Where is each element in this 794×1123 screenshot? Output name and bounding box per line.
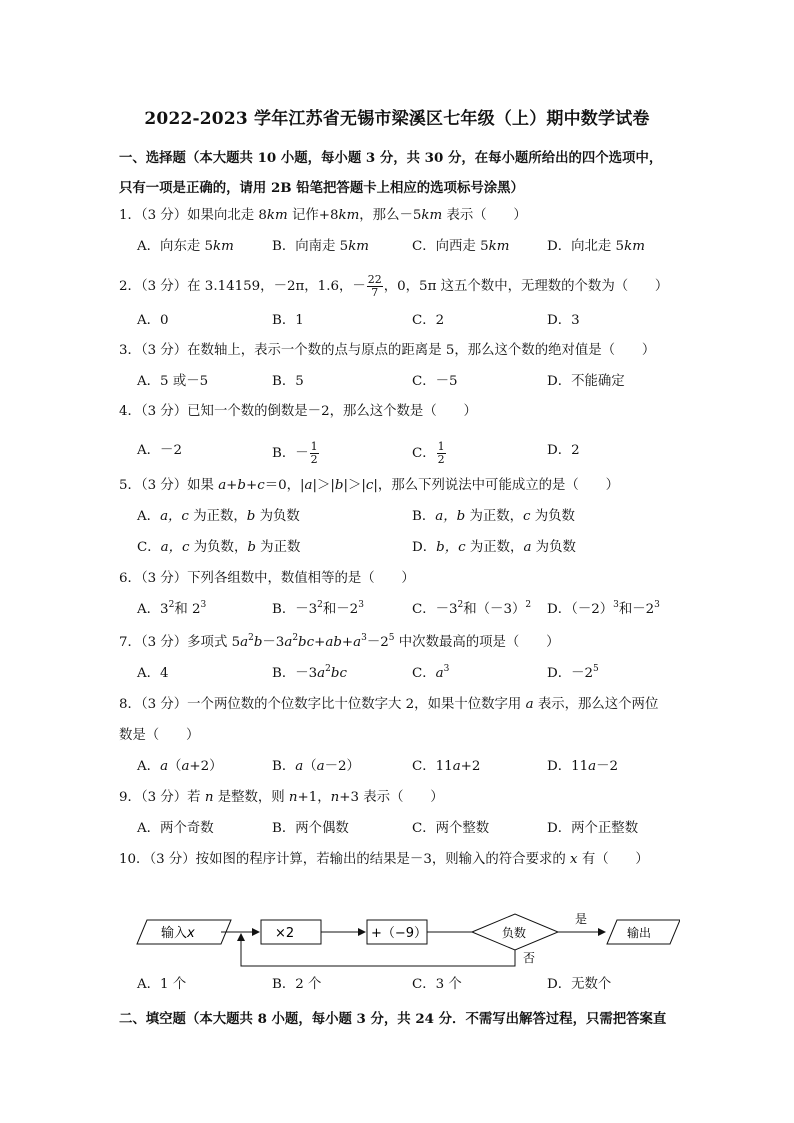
question-8-stem-line1: 8．（3 分）一个两位数的个位数字比十位数字大 2，如果十位数字用 a 表示，那么这个两位 xyxy=(119,697,659,712)
option-c[interactable]: C．－5 xyxy=(412,374,458,389)
option-b[interactable]: B．2 个 xyxy=(272,977,322,992)
option-d[interactable]: D．11a－2 xyxy=(547,759,619,774)
option-d[interactable]: D．b，c 为正数，a 为负数 xyxy=(412,540,576,555)
option-a[interactable]: A．5 或－5 xyxy=(137,374,209,389)
page-title: 2022-2023 学年江苏省无锡市梁溪区七年级（上）期中数学试卷 xyxy=(144,109,650,129)
add-label: +（−9） xyxy=(371,926,428,941)
option-b[interactable]: B．1 xyxy=(272,313,304,328)
option-a[interactable]: A．两个奇数 xyxy=(137,821,214,836)
option-a[interactable]: A．a，c 为正数，b 为负数 xyxy=(137,509,300,524)
option-a[interactable]: A．a（a+2） xyxy=(137,759,223,774)
option-c[interactable]: C．11a+2 xyxy=(412,759,481,774)
option-c[interactable]: C．$a^3$ xyxy=(412,664,450,681)
option-b[interactable]: B．5 xyxy=(272,374,304,389)
option-d[interactable]: D．3 xyxy=(547,313,580,328)
section1-heading-line2: 只有一项是正确的，请用 2B 铅笔把答题卡上相应的选项标号涂黑） xyxy=(119,180,524,196)
option-d[interactable]: D．两个正整数 xyxy=(547,821,639,836)
option-c[interactable]: C．两个整数 xyxy=(412,821,490,836)
option-c[interactable]: C．a，c 为负数，b 为正数 xyxy=(137,540,301,555)
question-7-stem: 7．（3 分）多项式 $5a^2b-3a^2bc+ab+a^3-2^5$ 中次数最高的项是（ ） xyxy=(119,633,560,650)
option-b[interactable]: B．两个偶数 xyxy=(272,821,349,836)
option-a[interactable]: A．向东走 5km xyxy=(137,239,234,254)
option-b[interactable]: B．a，b 为正数，c 为负数 xyxy=(412,509,575,524)
section1-heading-line1: 一、选择题（本大题共 10 小题，每小题 3 分，共 30 分，在每小题所给出的四个选项中， xyxy=(119,150,663,166)
program-flowchart xyxy=(135,908,680,972)
question-8-stem-line2: 数是（ ） xyxy=(119,728,200,743)
option-d[interactable]: D．向北走 5km xyxy=(547,239,645,254)
output-label: 输出 xyxy=(627,926,652,940)
question-4-stem: 4．（3 分）已知一个数的倒数是－2，那么这个数是（ ） xyxy=(119,404,477,419)
no-label: 否 xyxy=(523,951,536,965)
question-10-stem: 10．（3 分）按如图的程序计算，若输出的结果是－3，则输入的符合要求的 x 有（ ） xyxy=(119,852,649,867)
yes-label: 是 xyxy=(575,912,588,926)
question-2-stem: 2．（3 分）在 3.14159，－2π，1.6，－ $\frac{22}{7}$ ，0，5π 这五个数中，无理数的个数为（ ） xyxy=(119,273,669,299)
option-a[interactable]: A．4 xyxy=(137,666,169,681)
option-a[interactable]: A．－2 xyxy=(137,443,182,458)
option-a[interactable]: A．$3^2$和 $2^3$ xyxy=(137,600,207,617)
option-c[interactable]: C．2 xyxy=(412,313,445,328)
option-c[interactable]: C．$-3^2$和$(-3)^2$ xyxy=(412,600,532,617)
decision-label: 负数 xyxy=(502,926,527,940)
question-5-stem: 5．（3 分）如果 a+b+c＝0，|a|＞|b|＞|c|，那么下列说法中可能成立的是（ ） xyxy=(119,478,619,493)
option-d[interactable]: D．$-2^5$ xyxy=(547,664,599,681)
question-1-stem: 1．（3 分）如果向北走 8km 记作+8km，那么－5km 表示（ ） xyxy=(119,208,527,223)
fraction: $\frac{1}{2}$ xyxy=(310,440,318,466)
option-d[interactable]: D．2 xyxy=(547,443,580,458)
multiply-label: ×2 xyxy=(275,926,295,941)
option-c[interactable]: C． $\frac{1}{2}$ xyxy=(412,440,445,466)
question-9-stem: 9．（3 分）若 n 是整数，则 n+1，n+3 表示（ ） xyxy=(119,790,444,805)
option-c[interactable]: C．向西走 5km xyxy=(412,239,510,254)
question-6-stem: 6．（3 分）下列各组数中，数值相等的是（ ） xyxy=(119,571,415,586)
fraction: $\frac{1}{2}$ xyxy=(437,440,445,466)
option-b[interactable]: B．$-3a^2bc$ xyxy=(272,664,347,681)
option-a[interactable]: A．1 个 xyxy=(137,977,187,992)
input-label: 输入x xyxy=(161,926,195,941)
question-3-stem: 3．（3 分）在数轴上，表示一个数的点与原点的距离是 5，那么这个数的绝对值是（ ） xyxy=(119,343,656,358)
section2-heading: 二、填空题（本大题共 8 小题，每小题 3 分，共 24 分．不需写出解答过程，只需把答案直 xyxy=(119,1011,667,1027)
option-a[interactable]: A．0 xyxy=(137,313,169,328)
option-b[interactable]: B．a（a－2） xyxy=(272,759,360,774)
option-b[interactable]: B．$-3^2$和$-2^3$ xyxy=(272,600,364,617)
option-d[interactable]: D．不能确定 xyxy=(547,374,625,389)
fraction: $\frac{22}{7}$ xyxy=(367,273,382,299)
option-b[interactable]: B．向南走 5km xyxy=(272,239,369,254)
option-c[interactable]: C．3 个 xyxy=(412,977,462,992)
option-d[interactable]: D．无数个 xyxy=(547,977,612,992)
option-b[interactable]: B．－ $\frac{1}{2}$ xyxy=(272,440,318,466)
option-d[interactable]: D．$(-2)^3$和$-2^3$ xyxy=(547,600,660,617)
